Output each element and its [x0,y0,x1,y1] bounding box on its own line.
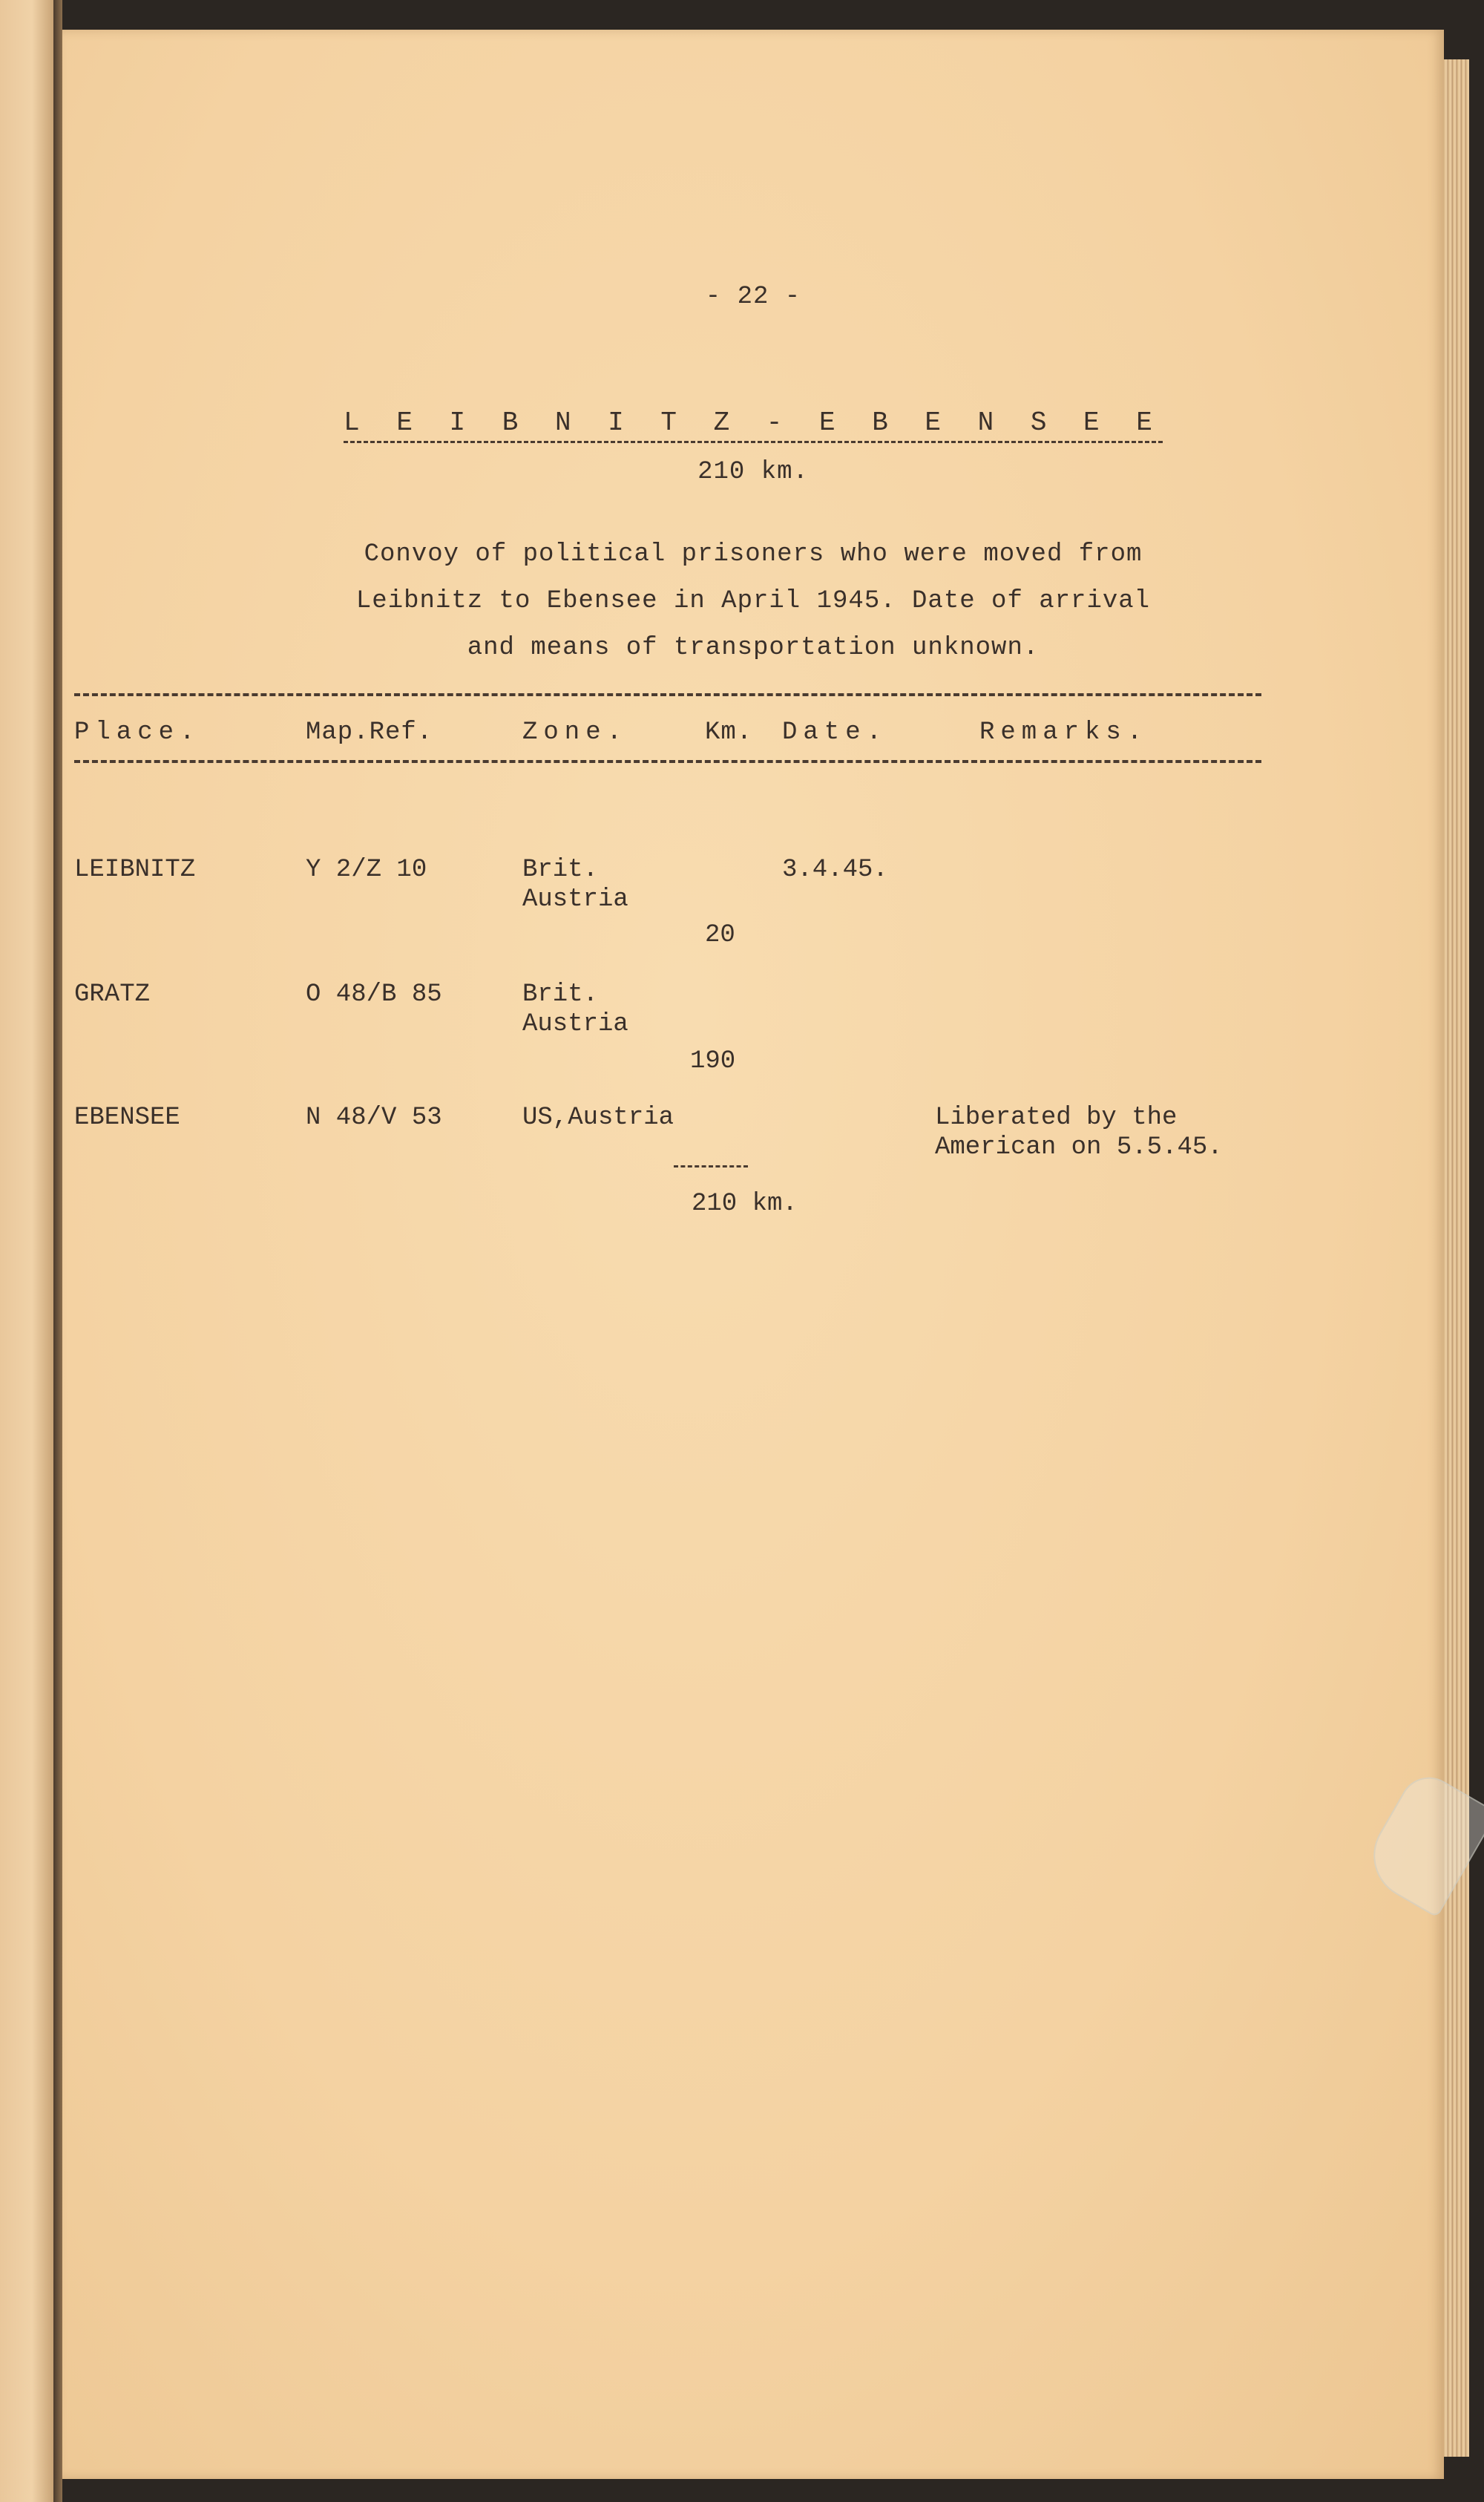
page-number: - 22 - [705,283,801,311]
table-cell-place: EBENSEE [74,1104,180,1132]
header-place: Place. [74,718,201,747]
header-remarks: Remarks. [979,718,1149,747]
table-rule-top [74,693,1261,696]
total-distance: 210 km. [692,1190,798,1218]
table-cell-date: 3.4.45. [782,856,888,884]
route-distance: 210 km. [697,458,809,486]
header-zone: Zone. [522,718,628,747]
description [62,531,1444,672]
table-cell-map-ref: O 48/B 85 [306,980,442,1009]
description-line: Convoy of political prisoners who were moved from [364,540,1143,569]
table-cell-zone: US,Austria [522,1104,674,1132]
header-km: Km. [705,718,753,747]
binding-edge [0,0,53,2502]
table-cell-map-ref: Y 2/Z 10 [306,856,427,884]
header-date: Date. [782,718,888,747]
table-rule-bottom [74,760,1261,763]
document-title [62,408,1444,438]
table-cell-place: LEIBNITZ [74,856,196,884]
table-cell-map-ref: N 48/V 53 [306,1104,442,1132]
table-cell-place: GRATZ [74,980,151,1009]
document-page [62,30,1444,2479]
header-map-ref: Map.Ref. [306,718,433,747]
total-rule [674,1165,748,1168]
binding-shadow [53,0,62,2502]
segment-distance: 190 [690,1047,736,1075]
page-stack-edge [1444,59,1469,2457]
segment-distance: 20 [705,921,735,949]
table-cell-remarks: Liberated by the American on 5.5.45. [935,1104,1223,1162]
document-title-text: L E I B N I T Z - E B E N S E E [344,407,1163,443]
table-cell-zone: Brit. Austria [522,856,628,914]
description-line: Leibnitz to Ebensee in April 1945. Date of arrival [355,587,1151,615]
description-line: and means of transportation unknown. [467,634,1040,662]
table-cell-zone: Brit. Austria [522,980,628,1038]
